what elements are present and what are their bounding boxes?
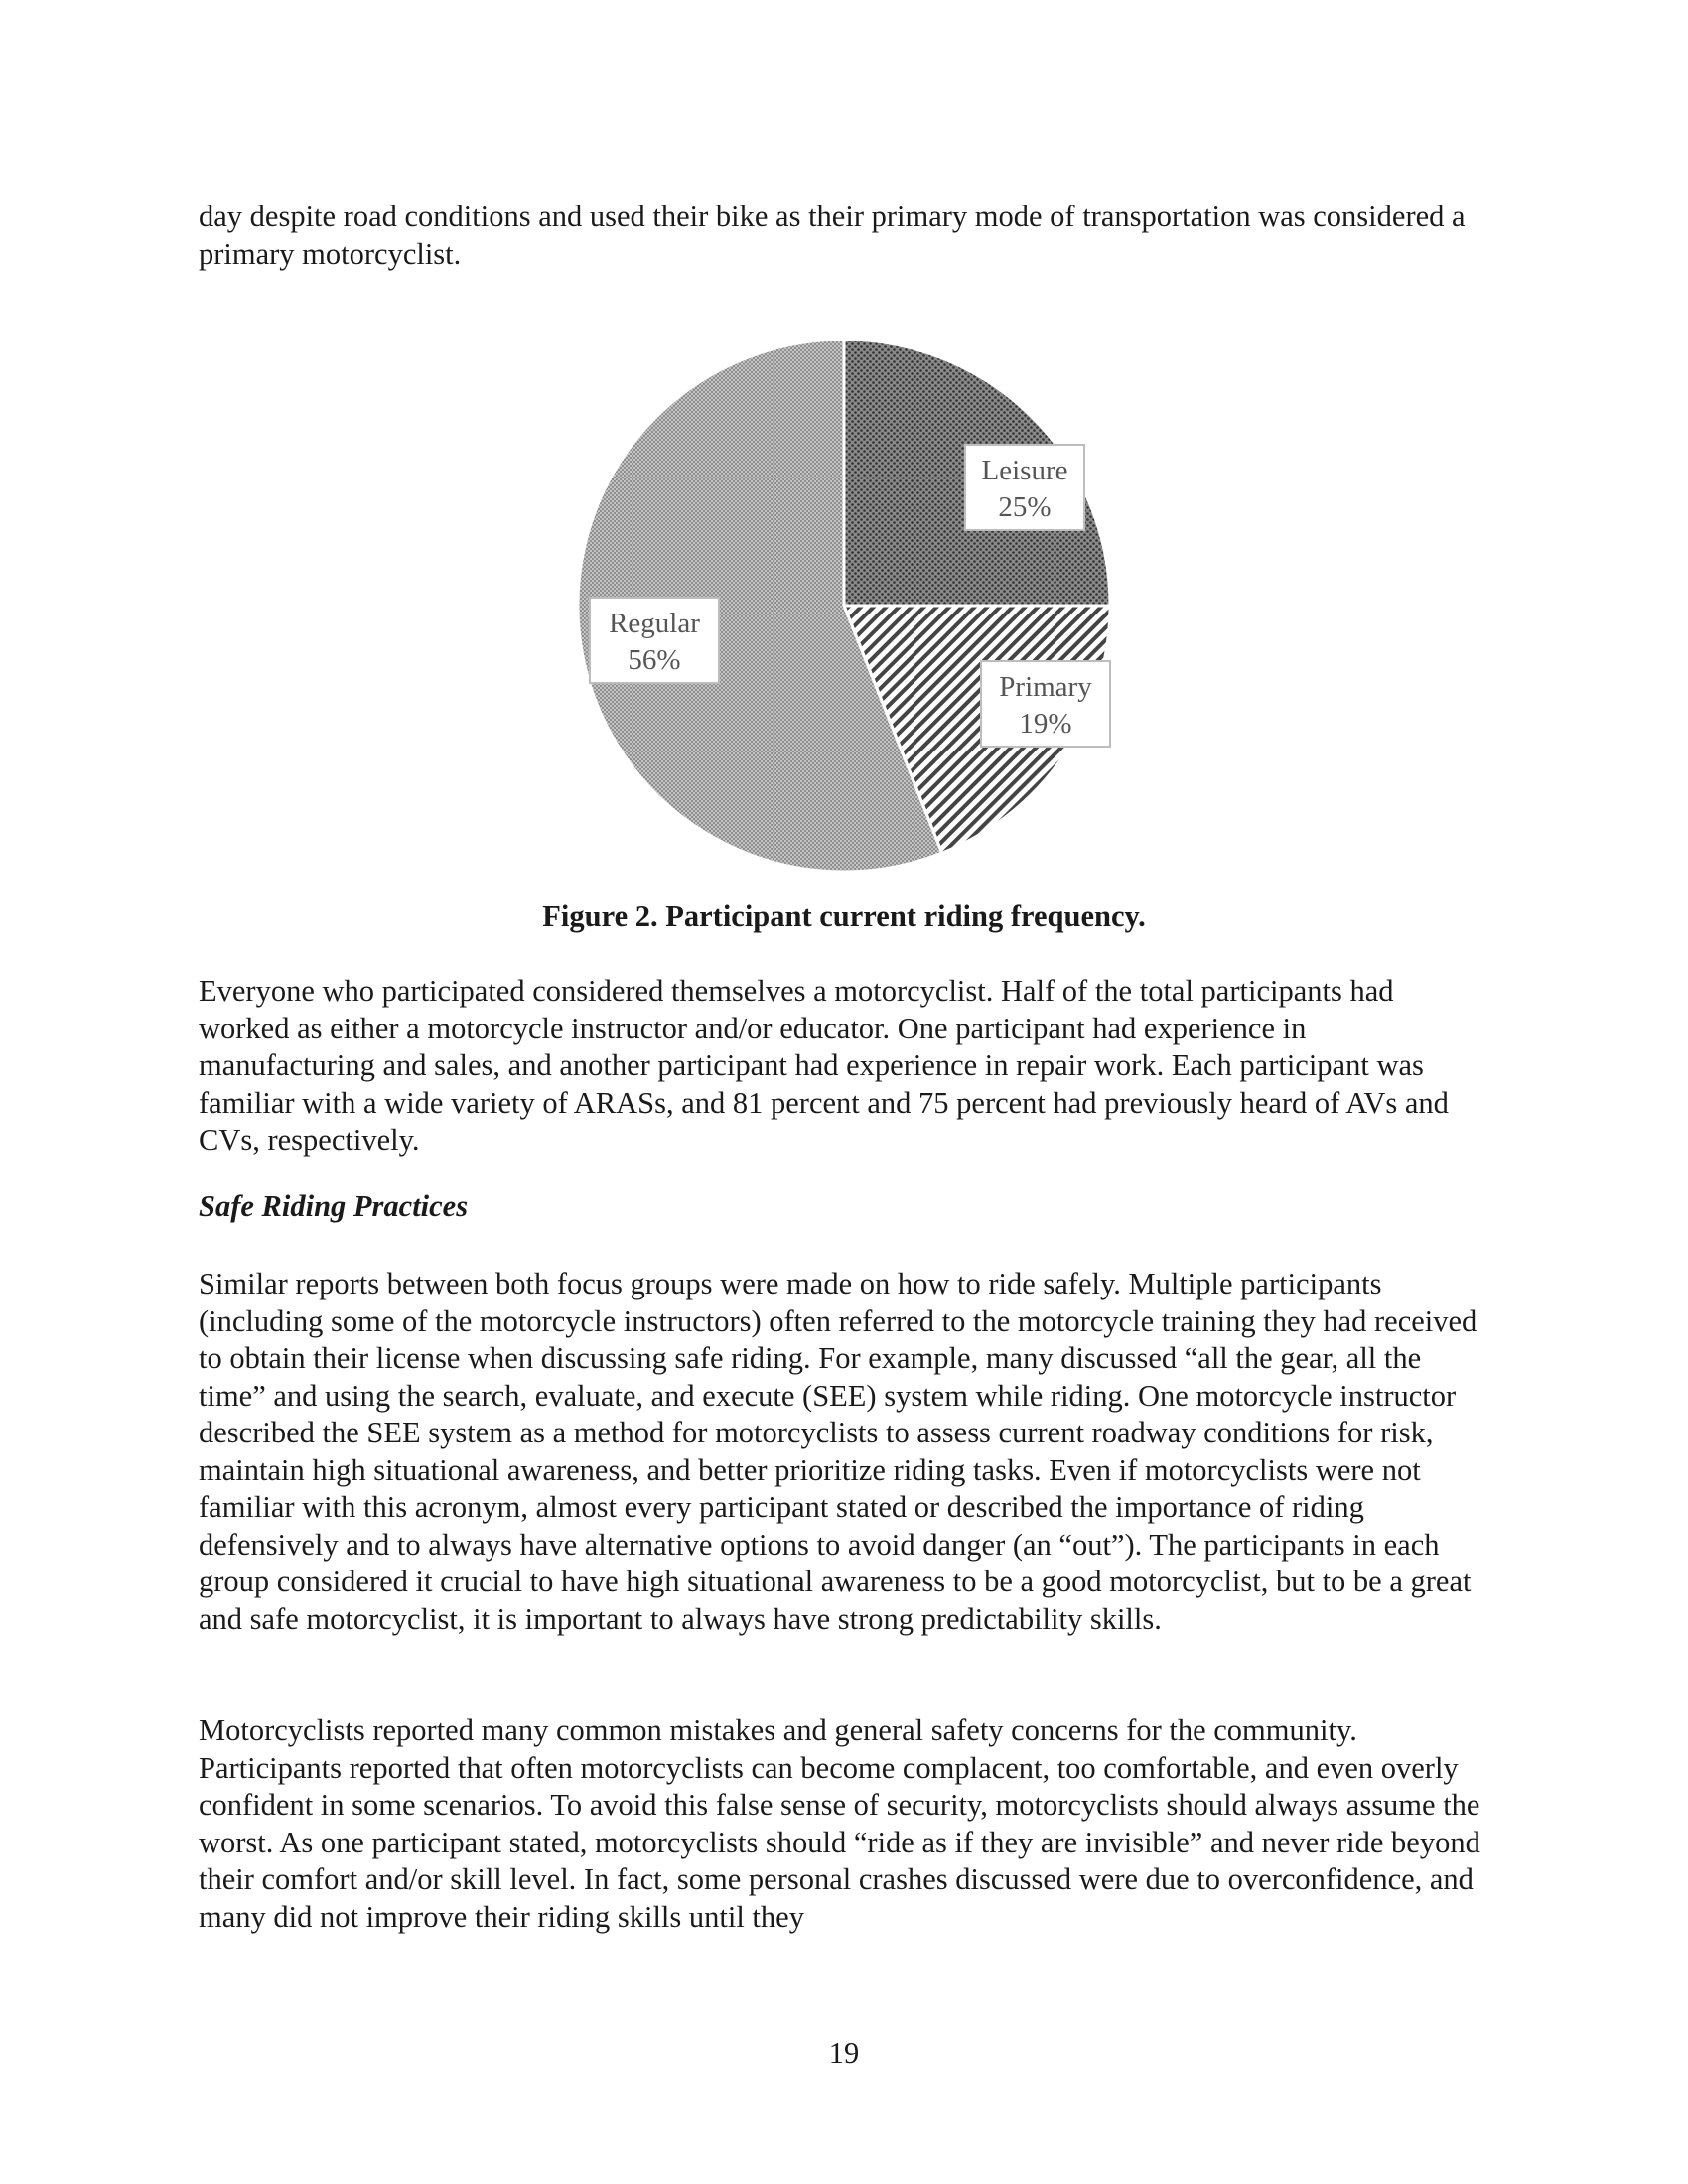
- slice-value-label: 25%: [998, 491, 1052, 523]
- section-heading: Safe Riding Practices: [199, 1189, 469, 1223]
- paragraph-participants: Everyone who participated considered themselves a motorcyclist. Half of the total participants had worked as either a motorcycle instructor and/or educator. One participant had experience in manufacturing and sales, and another participant had experience in repair work. Each participant was familiar with a wide variety of ARASs, and 81 percent and 75 percent had previously heard of AVs and CVs, respectively.: [199, 974, 1449, 1157]
- figure-caption: Figure 2. Participant current riding frequency.: [542, 899, 1146, 933]
- paragraph-common-mistakes: Motorcyclists reported many common mistakes and general safety concerns for the community. Participants reported that often motorcyclists can become complacent, too comfortable, and even overly confident in some scenarios. To avoid this false sense of security, motorcyclists should always assume the worst. As one participant stated, motorcyclists should “ride as if they are invisible” and never ride beyond their comfort and/or skill level. In fact, some personal crashes discussed were due to overconfidence, and many did not improve their riding skills until they: [199, 1713, 1480, 1934]
- slice-value-label: 56%: [628, 644, 681, 676]
- page-number: 19: [828, 2036, 860, 2070]
- pie-chart-figure: [556, 328, 1132, 884]
- pie-chart: [556, 328, 1132, 884]
- intro-paragraph: day despite road conditions and used their bike as their primary mode of transportation was considered a primary motorcyclist.: [199, 200, 1466, 271]
- slice-label-leisure: [965, 445, 1084, 530]
- slice-category-label: Primary: [999, 671, 1092, 703]
- paragraph-safe-riding: Similar reports between both focus groups were made on how to ride safely. Multiple participants (including some of the motorcycle instructors) often referred to the motorcycle training they had received to obtain their license when discussing safe riding. For example, many discussed “all the gear, all the time” and using the search, evaluate, and execute (SEE) system while riding. One motorcycle instructor described the SEE system as a method for motorcyclists to assess current roadway conditions for risk, maintain high situational awareness, and better prioritize riding tasks. Even if motorcyclists were not familiar with this acronym, almost every participant stated or described the importance of riding defensively and to always have alternative options to avoid danger (an “out”). The participants in each group considered it crucial to have high situational awareness to be a good motorcyclist, but to be a great and safe motorcyclist, it is important to always have strong predictability skills.: [199, 1267, 1477, 1636]
- slice-value-label: 19%: [1019, 708, 1072, 740]
- slice-label-regular: [590, 598, 719, 683]
- slice-label-primary: [981, 661, 1110, 747]
- slice-category-label: Regular: [609, 608, 700, 639]
- slice-category-label: Leisure: [981, 455, 1068, 486]
